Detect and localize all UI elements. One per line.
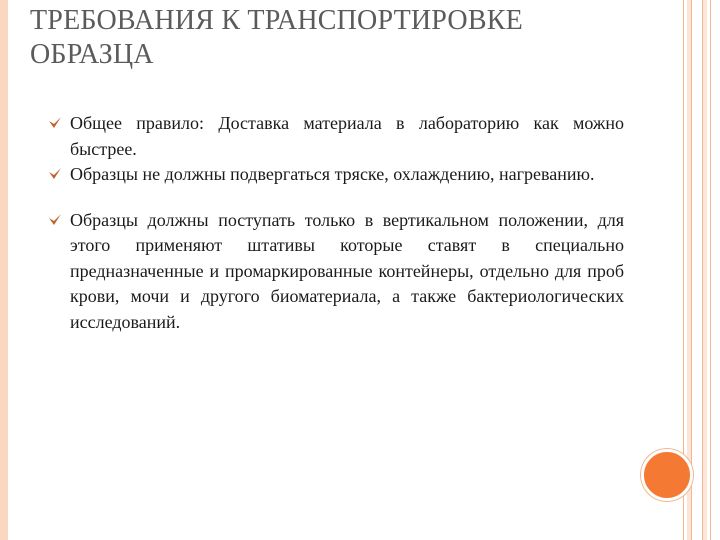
checkmark-bullet-icon <box>48 115 62 129</box>
left-decorative-band <box>0 0 8 540</box>
bullet-text: Образцы должны поступать только в вертикальном положении, для этого применяют штативы которые ставят в специально предназначенные и промаркированные контейнеры, отдельно для проб крови, мочи и другого биоматериала, а также бактериологических исследований. <box>70 209 624 332</box>
checkmark-bullet-icon <box>48 212 62 226</box>
slide-title: ТРЕБОВАНИЯ К ТРАНСПОРТИРОВКЕ ОБРАЗЦА <box>30 5 523 70</box>
bullet-text: Общее правило: Доставка материала в лабораторию как можно быстрее. <box>70 113 624 159</box>
border-inner-lines <box>691 0 703 540</box>
bullet-text: Образцы не должны подвергаться тряске, охлаждению, нагреванию. <box>70 164 595 184</box>
circle-ornament-icon <box>641 449 693 501</box>
checkmark-bullet-icon <box>48 166 62 180</box>
bullet-item <box>48 162 624 188</box>
bullet-list <box>48 111 624 335</box>
bullet-item <box>48 208 624 336</box>
bullet-item <box>48 111 624 162</box>
